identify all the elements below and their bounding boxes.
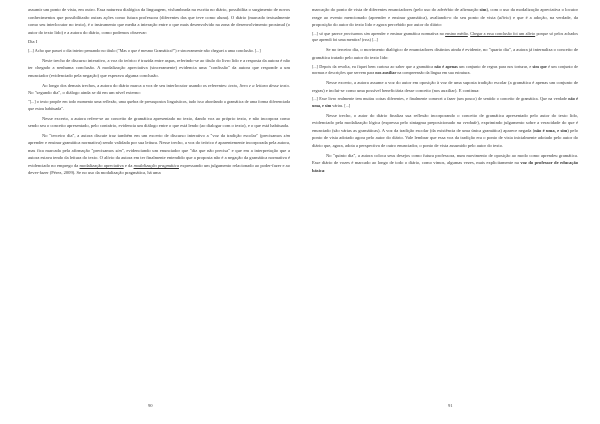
right-column (312, 6, 578, 174)
paragraph: Nesse excerto, a autora refere-se ao conceito de gramática apresentado no texto, dando voz ao próprio texto, e não incorpora como sendo seu o conceito apresentado, pelo contrário, evidencia um diálogo entre o que está lendo (ao dialogar com o texto), e o que está habituada. (28, 115, 290, 129)
right-page (300, 0, 600, 424)
paragraph: marcação do ponto de vista de diferentes enunciadores (pelo uso do advérbio de afirmação sim), com o uso da modalização apreciativa o locutor reage ao evento mencionado (aprender e ensinar gramática), avaliando-o do seu ponto de vista (alívio) e que é a adoção, na verdade, da proposição do autor do texto lido e agora percebido por autor do diário: (312, 7, 578, 27)
paragraph: Neste trecho de discurso interativo, a voz do teórico é trazida entre aspas, referindo-se ao título do livro lido e a resposta da autora é não ter chegado a nenhuma conclusão. A modalização apreciativa (sinceramente) evidencia uma "confissão" da autora que responde a um enunciador (evidenciado pela negação) que esperava alguma conclusão. (28, 57, 290, 78)
page-number: 91 (448, 403, 453, 408)
page-number: 90 (148, 403, 153, 408)
left-column (28, 6, 290, 177)
quote: [...] só que parece precisamos sim aprender e ensinar gramática normativa no ensino médio. Chegar a essa conclusão foi um alívio porque só pelos achados que aprendi foi uma mentira! (rsss) [...] (312, 30, 578, 43)
quote: [...] Acho que passei o dia inteiro pensando no título ("Mas o que é mesmo Gramática?") e sinceramente não cheguei a uma conclusão. [...] (28, 48, 261, 54)
quote: "[...] o texto propõe em todo momento uma reflexão, uma quebra de pressupostos linguísticos, tudo isso abordando a gramática de uma forma diferenciada que estou habituada". (28, 99, 290, 111)
paragraph: Ao longo dos demais trechos, a autora do diário marca a voz de seu interlocutor usando os referentes: texto, livro e a leitura desse texto. No "segundo dia", o diálogo ainda se dá em um nível externo: (28, 82, 290, 96)
paragraph: No "quinto dia", a autora coloca seus desejos como futura professora, num movimento de oposição ao modo como aprendeu gramática. Esse diário de vozes é marcado ao longo de todo o diário, como vimos, algumas vezes, mais explicitamente na voz do professor de educação básica: (312, 152, 578, 173)
paragraph: Se no terceiro dia, o movimento dialógico de enunciadores distintos ainda é evidente, no "quarto dia", a autora já internaliza o conceito de gramática tratado pelo autor do texto lido: (312, 47, 578, 60)
paragraph: Nesse trecho, o autor do diário finaliza sua reflexão incorporando o conceito de gramática apresentado pelo autor do texto lido, evidenciado pela modalização lógica (expressa pelo sintagma preposicionado na verdade), exprimindo julgamento sobre a veracidade do que é enunciado (são várias as gramáticas). A voz da tradição escolar (da existência de uma única gramática) aparece negada (não é uma, e sim) pelo ponto de vista adotado agora pelo autor do diário. Vale lembrar que essa voz da tradição era o ponto de vista inicialmente adotado pelo autor do diário que, agora, adota a perspectiva de outro enunciador, o ponto de vista assumido pelo autor do texto. (312, 112, 578, 148)
paragraph: Nesse excerto, a autora assume a voz do autor em oposição à voz de uma suposta tradição escolar (a gramática é apenas um conjunto de regras) e inclui-se como uma possível beneficiária desse conceito (nos auxiliar). E continua: (312, 80, 578, 93)
quote: [...] Esse livro realmente tem muitas coisas diferentes, e finalmente comecei a fazer (um pouco) de sentido o conceito de gramática. Que na verdade não é uma, e sim várias. [...] (312, 96, 579, 108)
paragraph: No "terceiro dia", a autora discute traz também em um excerto de discurso interativo a "voz da tradição escolar" (precisamos sim aprender e ensinar gramática normativa) sendo validada por sua leitura. Nesse trecho, a voz do teórico é aparentemente incorporada pela autora, mas fica marcada pela afirmação "precisamos sim", evidenciando um enunciador que "diz que não precisa" e que em a interpretação que a autora estava tendo da leitura do texto. O alívio da autora em ter finalmente entendido que a proposta não é a negação da gramática normativa é evidenciado no emprego da modalização apreciativa e da modalização pragmática expressando um julgamento relacionado ao poder-fazer e ao dever-fazer (Pérez, 2009). Se no uso da modalização pragmática, há uma (28, 132, 290, 176)
paragraph: assumir um ponto de vista, em outro. Essa natureza dialógica da linguagem, vislumbrada na escrita no diário, possibilita o surgimento de novos conhecimentos que possibilitarão outras ações como futura professora (diferentes das que teve como aluna). O diário (marcado textualmente como seu interlocutor no texto), é o instrumento que media a interação entre o que mais desenvolvido na zona de desenvolvimento proximal (o autor do texto lido) e a autora do diário, como podemos observar: (28, 7, 290, 35)
day-label: Dia I (28, 39, 38, 45)
quote: [...] Depois da revolta, eu fiquei bem curiosa ao saber que a gramática não é apenas um conjunto de regras para nos torturar, e sim que é um conjunto de normas e descrições que servem para nos auxiliar na compreensão da língua em sua estrutura. (312, 63, 578, 76)
